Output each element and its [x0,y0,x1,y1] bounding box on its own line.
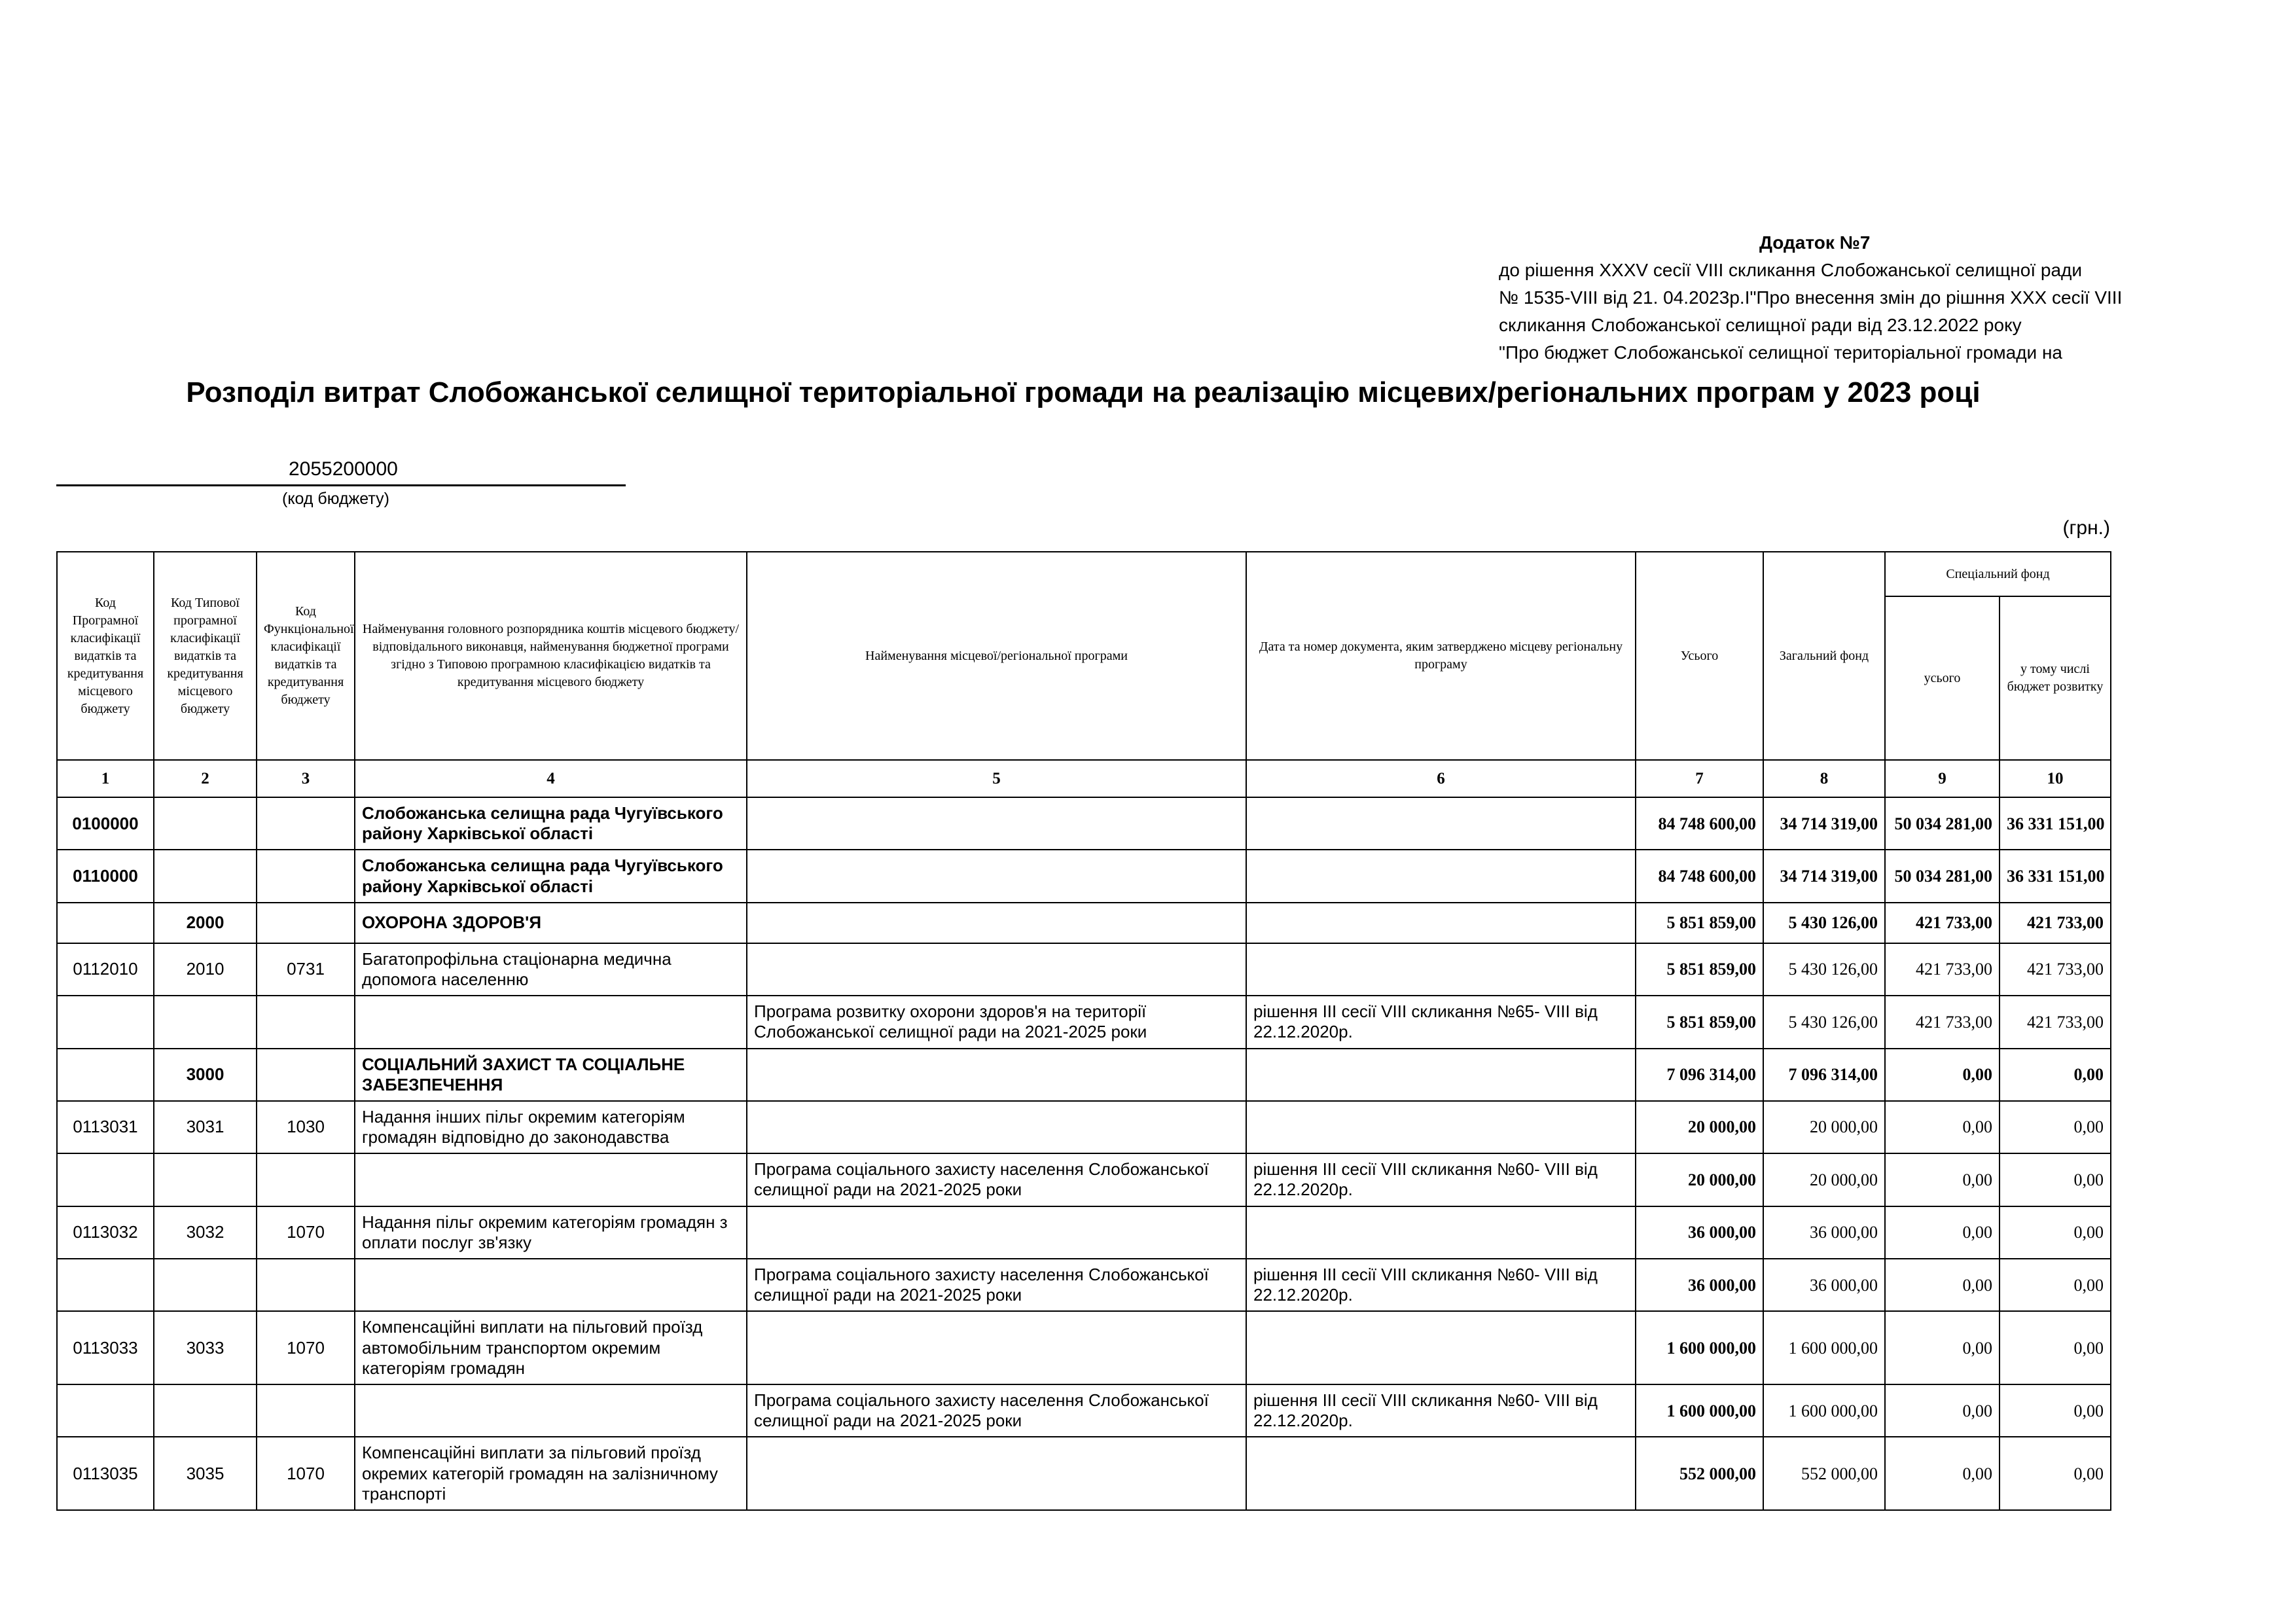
table-cell [257,850,355,902]
table-row [57,797,2111,850]
header-special-total: усього [1885,596,2000,760]
table-cell [57,903,154,943]
table-cell: 0,00 [1885,1437,2000,1510]
table-cell: 0,00 [1885,1259,2000,1311]
table-cell: 5 851 859,00 [1636,903,1763,943]
table-cell: 36 331 151,00 [2000,797,2111,850]
table-cell [57,1384,154,1437]
column-number: 5 [747,760,1246,797]
column-number: 3 [257,760,355,797]
table-cell: 3000 [154,1049,257,1101]
table-cell [154,1384,257,1437]
table-cell: 0,00 [2000,1437,2111,1510]
table-cell: Програма соціального захисту населення Слобожанської селищної ради на 2021-2025 роки [747,1384,1246,1437]
table-row [57,1437,2111,1510]
table-cell: рішення ІІІ сесії VIII скликання №60- VIII від 22.12.2020р. [1246,1384,1636,1437]
column-number: 6 [1246,760,1636,797]
annex-line: скликання Слобожанської селищної ради від 23.12.2022 року [1499,315,2022,335]
table-row [57,903,2111,943]
table-cell: 1070 [257,1437,355,1510]
table-cell: Слобожанська селищна рада Чугуївського району Харківської області [355,797,747,850]
table-cell: 421 733,00 [1885,996,2000,1048]
table-cell [1246,943,1636,996]
table-cell: 421 733,00 [2000,943,2111,996]
table-cell: 0,00 [1885,1049,2000,1101]
table-cell [1246,1437,1636,1510]
header-total: Усього [1636,552,1763,760]
table-cell [747,1311,1246,1384]
column-number: 2 [154,760,257,797]
column-number: 8 [1763,760,1885,797]
table-cell: 0,00 [1885,1101,2000,1153]
table-cell [1246,1311,1636,1384]
table-cell: 50 034 281,00 [1885,797,2000,850]
table-cell: 1 600 000,00 [1763,1311,1885,1384]
table-cell: 36 331 151,00 [2000,850,2111,902]
table-cell [747,943,1246,996]
header-name-program: Найменування місцевої/регіональної програми [747,552,1246,760]
table-cell [154,797,257,850]
table-cell [1246,903,1636,943]
table-cell: 0113035 [57,1437,154,1510]
table-cell: 34 714 319,00 [1763,850,1885,902]
table-cell [355,996,747,1048]
table-cell [257,1049,355,1101]
header-code-functional: Код Функціональної класифікації видатків та кредитування бюджету [257,552,355,760]
table-cell: 0112010 [57,943,154,996]
table-cell: 3031 [154,1101,257,1153]
table-cell [747,1101,1246,1153]
table-cell [57,1049,154,1101]
table-cell: 0,00 [1885,1311,2000,1384]
table-cell [747,1049,1246,1101]
table-cell: 36 000,00 [1636,1206,1763,1259]
table-cell: 3035 [154,1437,257,1510]
table-cell [257,903,355,943]
budget-code-value: 2055200000 [56,458,626,486]
table-row [57,996,2111,1048]
table-cell [747,850,1246,902]
table-cell: 2000 [154,903,257,943]
budget-code-block [56,458,626,509]
table-cell [257,1259,355,1311]
header-special-development: у тому числі бюджет розвитку [2000,596,2111,760]
table-cell: 0,00 [2000,1101,2111,1153]
table-row [57,1311,2111,1384]
table-cell: 84 748 600,00 [1636,850,1763,902]
table-cell: 552 000,00 [1636,1437,1763,1510]
table-cell: 1070 [257,1206,355,1259]
annex-title: Додаток №7 [1759,232,1871,253]
table-row [57,1206,2111,1259]
table-cell: 0113032 [57,1206,154,1259]
table-cell: 7 096 314,00 [1636,1049,1763,1101]
table-cell [355,1384,747,1437]
table-cell: 0731 [257,943,355,996]
budget-table [56,551,2111,1511]
table-cell: 1030 [257,1101,355,1153]
table-cell: рішення ІІІ сесії VIII скликання №60- VIII від 22.12.2020р. [1246,1153,1636,1206]
table-cell: 5 430 126,00 [1763,996,1885,1048]
column-number: 1 [57,760,154,797]
table-cell: 5 851 859,00 [1636,943,1763,996]
table-row [57,1153,2111,1206]
table-cell: 20 000,00 [1636,1101,1763,1153]
table-cell: 2010 [154,943,257,996]
annex-line: № 1535-VIII від 21. 04.2023р.І"Про внесення змін до рішння XXX сесії VIII [1499,287,2123,308]
table-cell: ОХОРОНА ЗДОРОВ'Я [355,903,747,943]
table-cell: Компенсаційні виплати на пільговий проїзд автомобільним транспортом окремим категоріям громадян [355,1311,747,1384]
table-cell: 5 430 126,00 [1763,903,1885,943]
table-cell [257,1153,355,1206]
table-cell: 1 600 000,00 [1636,1384,1763,1437]
table-cell: Надання інших пільг окремим категоріям громадян відповідно до законодавства [355,1101,747,1153]
table-cell: 421 733,00 [1885,903,2000,943]
table-cell [257,1384,355,1437]
table-cell: 0,00 [2000,1206,2111,1259]
table-cell [1246,797,1636,850]
table-cell [1246,1101,1636,1153]
table-row [57,1049,2111,1101]
table-cell: Слобожанська селищна рада Чугуївського району Харківської області [355,850,747,902]
table-cell [747,797,1246,850]
table-body [57,797,2111,1510]
table-row [57,1101,2111,1153]
header-general-fund: Загальний фонд [1763,552,1885,760]
table-cell [57,1259,154,1311]
table-cell: 0,00 [2000,1384,2111,1437]
table-cell [1246,1206,1636,1259]
header-special-fund-group: Спеціальний фонд [1885,552,2111,596]
table-cell: 0,00 [2000,1259,2111,1311]
table-cell: 421 733,00 [2000,903,2111,943]
table-cell: 50 034 281,00 [1885,850,2000,902]
table-cell: 0113031 [57,1101,154,1153]
table-cell [154,1153,257,1206]
table-cell: Компенсаційні виплати за пільговий проїзд окремих категорій громадян на залізничному транспорті [355,1437,747,1510]
table-cell: 0110000 [57,850,154,902]
column-number: 7 [1636,760,1763,797]
table-cell: 3032 [154,1206,257,1259]
table-cell: 36 000,00 [1763,1259,1885,1311]
table-cell: 84 748 600,00 [1636,797,1763,850]
annex-line: "Про бюджет Слобожанської селищної територіальної громади на [1499,342,2062,363]
table-cell [1246,1049,1636,1101]
table-cell: Програма розвитку охорони здоров'я на території Слобожанської селищної ради на 2021-2025 роки [747,996,1246,1048]
table-cell: Програма соціального захисту населення Слобожанської селищної ради на 2021-2025 роки [747,1153,1246,1206]
table-cell [154,996,257,1048]
header-code-program: Код Програмної класифікації видатків та кредитування місцевого бюджету [57,552,154,760]
table-cell: 0,00 [2000,1311,2111,1384]
table-row [57,1384,2111,1437]
table-cell: 7 096 314,00 [1763,1049,1885,1101]
table-cell: 1070 [257,1311,355,1384]
table-row [57,1259,2111,1311]
header-document: Дата та номер документа, яким затверджено місцеву регіональну програму [1246,552,1636,760]
table-row [57,943,2111,996]
table-cell: Програма соціального захисту населення Слобожанської селищної ради на 2021-2025 роки [747,1259,1246,1311]
table-cell: СОЦІАЛЬНИЙ ЗАХИСТ ТА СОЦІАЛЬНЕ ЗАБЕЗПЕЧЕННЯ [355,1049,747,1101]
table-cell: 20 000,00 [1763,1101,1885,1153]
column-number: 10 [2000,760,2111,797]
table-cell: 0100000 [57,797,154,850]
table-cell: 421 733,00 [2000,996,2111,1048]
table-cell: Багатопрофільна стаціонарна медична допомога населенню [355,943,747,996]
table-cell [1246,850,1636,902]
table-cell: 5 851 859,00 [1636,996,1763,1048]
table-cell: рішення ІІІ сесії VIII скликання №65- VIII від 22.12.2020р. [1246,996,1636,1048]
column-number: 4 [355,760,747,797]
table-cell [355,1259,747,1311]
header-code-typical: Код Типової програмної класифікації видатків та кредитування місцевого бюджету [154,552,257,760]
table-cell [257,996,355,1048]
table-cell: 0,00 [1885,1206,2000,1259]
table-cell: 5 430 126,00 [1763,943,1885,996]
table-cell: 0,00 [1885,1384,2000,1437]
table-cell [747,903,1246,943]
currency-note: (грн.) [2062,517,2110,539]
table-cell: 0,00 [2000,1049,2111,1101]
table-cell: 421 733,00 [1885,943,2000,996]
table-cell: рішення ІІІ сесії VIII скликання №60- VIII від 22.12.2020р. [1246,1259,1636,1311]
table-cell [154,1259,257,1311]
table-cell [57,996,154,1048]
table-cell: 20 000,00 [1763,1153,1885,1206]
annex-line: до рішення XXXV сесії VIII скликання Слобожанської селищної ради [1499,260,2083,280]
table-cell: 1 600 000,00 [1636,1311,1763,1384]
column-number: 9 [1885,760,2000,797]
table-cell [355,1153,747,1206]
table-cell: Надання пільг окремим категоріям громадян з оплати послуг зв'язку [355,1206,747,1259]
table-cell [747,1437,1246,1510]
table-cell: 20 000,00 [1636,1153,1763,1206]
table-cell [154,850,257,902]
table-cell [747,1206,1246,1259]
table-row [57,850,2111,902]
header-name-main: Найменування головного розпорядника коштів місцевого бюджету/ відповідального виконавця, найменування бюджетної програми згідно з Типовою програмною класифікацією видатків та кредитування місцевого бюджету [355,552,747,760]
table-cell: 1 600 000,00 [1763,1384,1885,1437]
budget-code-label: (код бюджету) [282,490,389,508]
table-cell: 0,00 [2000,1153,2111,1206]
table-cell: 552 000,00 [1763,1437,1885,1510]
table-cell: 36 000,00 [1636,1259,1763,1311]
table-cell [57,1153,154,1206]
table-cell [257,797,355,850]
table-cell: 0,00 [1885,1153,2000,1206]
page-title: Розподіл витрат Слобожанської селищної територіальної громади на реалізацію місцевих/регіональних програм у 2023 році [186,376,1981,408]
annex-block [1499,229,2147,367]
column-number-row [57,760,2111,797]
table-cell: 0113033 [57,1311,154,1384]
table-cell: 3033 [154,1311,257,1384]
table-cell: 36 000,00 [1763,1206,1885,1259]
table-cell: 34 714 319,00 [1763,797,1885,850]
